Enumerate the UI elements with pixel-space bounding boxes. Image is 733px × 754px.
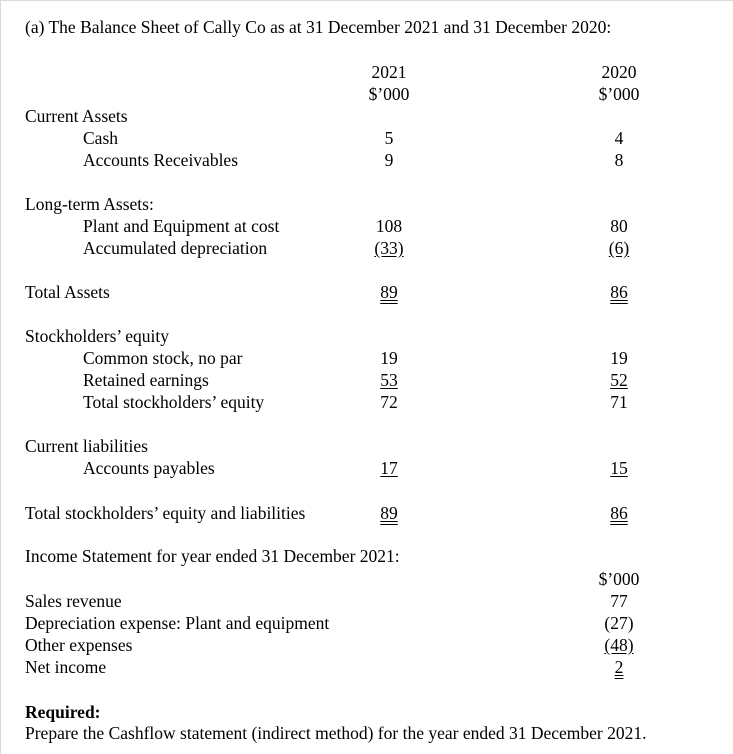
accum-depreciation-2020: (6) (608, 238, 630, 258)
total-equity-liabilities-2020-cell (590, 503, 648, 523)
total-equity-liabilities-2020: 86 (610, 503, 628, 523)
retained-earnings-label: Retained earnings (83, 370, 209, 390)
total-equity-liabilities-label: Total stockholders’ equity and liabilities (25, 503, 306, 523)
net-income-cell (590, 657, 648, 677)
total-assets-label: Total Assets (25, 282, 110, 302)
net-income-value: 2 (614, 657, 624, 677)
document-title: (a) The Balance Sheet of Cally Co as at 31 December 2021 and 31 December 2020: (25, 17, 612, 37)
long-term-assets-heading: Long-term Assets: (25, 194, 154, 214)
common-stock-2021: 19 (380, 348, 398, 368)
total-equity-2020: 71 (610, 392, 628, 412)
receivables-label: Accounts Receivables (83, 150, 239, 170)
payables-label: Accounts payables (83, 458, 215, 478)
total-equity-liabilities-2021-cell (360, 503, 418, 523)
accum-depreciation-2021-cell (360, 238, 418, 258)
required-heading: Required: (25, 702, 101, 722)
receivables-2021: 9 (384, 150, 394, 170)
payables-2021-cell (360, 458, 418, 478)
unit-2020-header: $’000 (598, 84, 640, 104)
year-2020-header: 2020 (601, 62, 637, 82)
total-assets-2020: 86 (610, 282, 628, 302)
year-2021-header: 2021 (371, 62, 407, 82)
payables-2020-cell (590, 458, 648, 478)
accum-depreciation-label: Accumulated depreciation (83, 238, 268, 258)
total-assets-2021-cell (360, 282, 418, 302)
retained-earnings-2020-cell (590, 370, 648, 390)
cash-2020: 4 (614, 128, 624, 148)
total-equity-2021: 72 (380, 392, 398, 412)
depreciation-expense-value: (27) (604, 613, 634, 633)
retained-earnings-2020: 52 (610, 370, 628, 390)
payables-2020: 15 (610, 458, 628, 478)
net-income-label: Net income (25, 657, 107, 677)
income-unit-header: $’000 (598, 569, 640, 589)
total-assets-2021: 89 (380, 282, 398, 302)
plant-2021: 108 (375, 216, 403, 236)
required-text: Prepare the Cashflow statement (indirect method) for the year ended 31 December 2021. (25, 723, 647, 743)
other-expenses-label: Other expenses (25, 635, 133, 655)
total-equity-label: Total stockholders’ equity (83, 392, 265, 412)
depreciation-expense-label: Depreciation expense: Plant and equipment (25, 613, 330, 633)
equity-heading: Stockholders’ equity (25, 326, 170, 346)
common-stock-2020: 19 (610, 348, 628, 368)
common-stock-label: Common stock, no par (83, 348, 243, 368)
other-expenses-cell (590, 635, 648, 655)
plant-2020: 80 (610, 216, 628, 236)
cash-label: Cash (83, 128, 118, 148)
cash-2021: 5 (384, 128, 394, 148)
payables-2021: 17 (380, 458, 398, 478)
receivables-2020: 8 (614, 150, 624, 170)
other-expenses-value: (48) (604, 635, 634, 655)
retained-earnings-2021-cell (360, 370, 418, 390)
accum-depreciation-2020-cell (590, 238, 648, 258)
total-assets-2020-cell (590, 282, 648, 302)
total-equity-liabilities-2021: 89 (380, 503, 398, 523)
sales-revenue-value: 77 (610, 591, 628, 611)
sales-revenue-label: Sales revenue (25, 591, 122, 611)
income-statement-heading: Income Statement for year ended 31 December 2021: (25, 546, 400, 566)
accum-depreciation-2021: (33) (374, 238, 404, 258)
retained-earnings-2021: 53 (380, 370, 398, 390)
plant-label: Plant and Equipment at cost (83, 216, 280, 236)
unit-2021-header: $’000 (368, 84, 410, 104)
current-assets-heading: Current Assets (25, 106, 128, 126)
current-liabilities-heading: Current liabilities (25, 436, 148, 456)
